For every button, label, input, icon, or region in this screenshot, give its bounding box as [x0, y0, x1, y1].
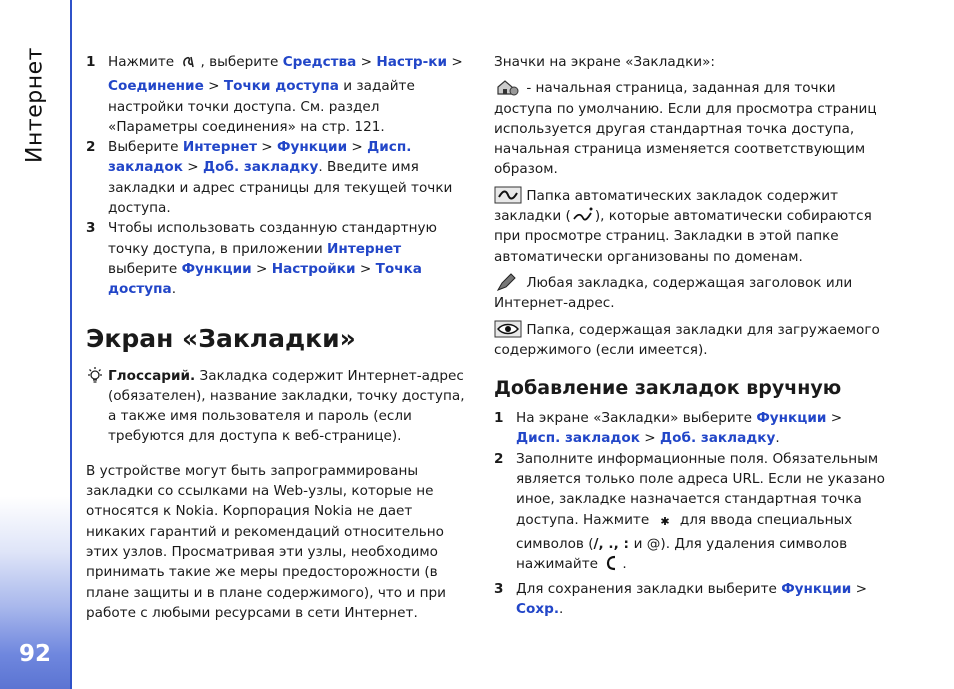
left-column [86, 52, 471, 623]
step-item: 3 Для сохранения закладки выберите Функции > Сохр.. [494, 580, 867, 617]
home-page-icon [494, 78, 522, 96]
eye-folder-icon [494, 320, 522, 338]
icon-item: Папка, содержащая закладки для загружаемого содержимого (если имеется). [494, 321, 880, 358]
bookmark-icon [494, 273, 522, 291]
auto-bookmark-icon [571, 206, 595, 224]
glossary-tip: Глоссарий. Закладка содержит Интернет-адрес (обязателен), название закладки, точку доступа, а также имя пользователя и пароль (если требуются для доступа к веб-странице). [86, 366, 471, 447]
step-item: 3 Чтобы использовать созданную стандартную точку доступа, в приложении Интернет выберите Функции > Настройки > Точка доступа. [86, 220, 437, 298]
step-item: 2 Выберите Интернет > Функции > Дисп. закладок > Доб. закладку. Введите имя закладки и адрес страницы для текущей точки доступа. [86, 139, 453, 217]
icon-item: Любая закладка, содержащая заголовок или Интернет-адрес. [494, 274, 853, 312]
section-heading: Экран «Закладки» [86, 323, 356, 353]
auto-bookmarks-folder-icon [494, 186, 522, 204]
icon-item: - начальная страница, заданная для точки доступа по умолчанию. Если для просмотра страниц используется другая стандартная точка доступа, начальная страница изменяется соответствующим образом. [494, 80, 877, 178]
page-number: 92 [18, 641, 51, 667]
sidebar [0, 0, 72, 689]
tip-lightbulb-icon [86, 366, 104, 392]
subsection-heading: Добавление закладок вручную [494, 377, 842, 400]
star-key-icon [654, 514, 676, 534]
icons-intro: Значки на экране «Закладки»: [494, 54, 716, 70]
section-title: Интернет [22, 47, 48, 163]
step-item: 2 Заполните информационные поля. Обязательным является только поле адреса URL. Если не указано иное, закладке назначается стандартная точка доступа. Нажмите для ввода специальных символов (/, ., : и @). Для удаления символов нажимайте . [494, 449, 886, 579]
clear-key-icon [602, 554, 622, 578]
icon-item: Папка автоматических закладок содержит закладки ( ), которые автоматически собираются при просмотре страниц. Закладки в этой папке автоматически организованы по доменам. [494, 187, 872, 265]
step-item: 1 Нажмите , выберите Средства > Настр-ки > Соединение > Точки доступа и задайте настройки точки доступа. См. раздел «Параметры соединения» на стр. 121. [86, 54, 463, 135]
step-item: 1 На экране «Закладки» выберите Функции > Дисп. закладок > Доб. закладку. [494, 410, 843, 447]
body-paragraph: В устройстве могут быть запрограммированы закладки со ссылками на Web-узлы, которые не относятся к Nokia. Корпорация Nokia не дает никаких гарантий и рекомендаций относительно этих узлов. Просматривая эти узлы, необходимо принимать такие же меры предосторожности (в плане защиты и в плане содержимого), что и при работе с любыми ресурсами в сети Интернет. [86, 462, 446, 621]
menu-key-icon [179, 54, 201, 76]
right-column [494, 52, 886, 619]
